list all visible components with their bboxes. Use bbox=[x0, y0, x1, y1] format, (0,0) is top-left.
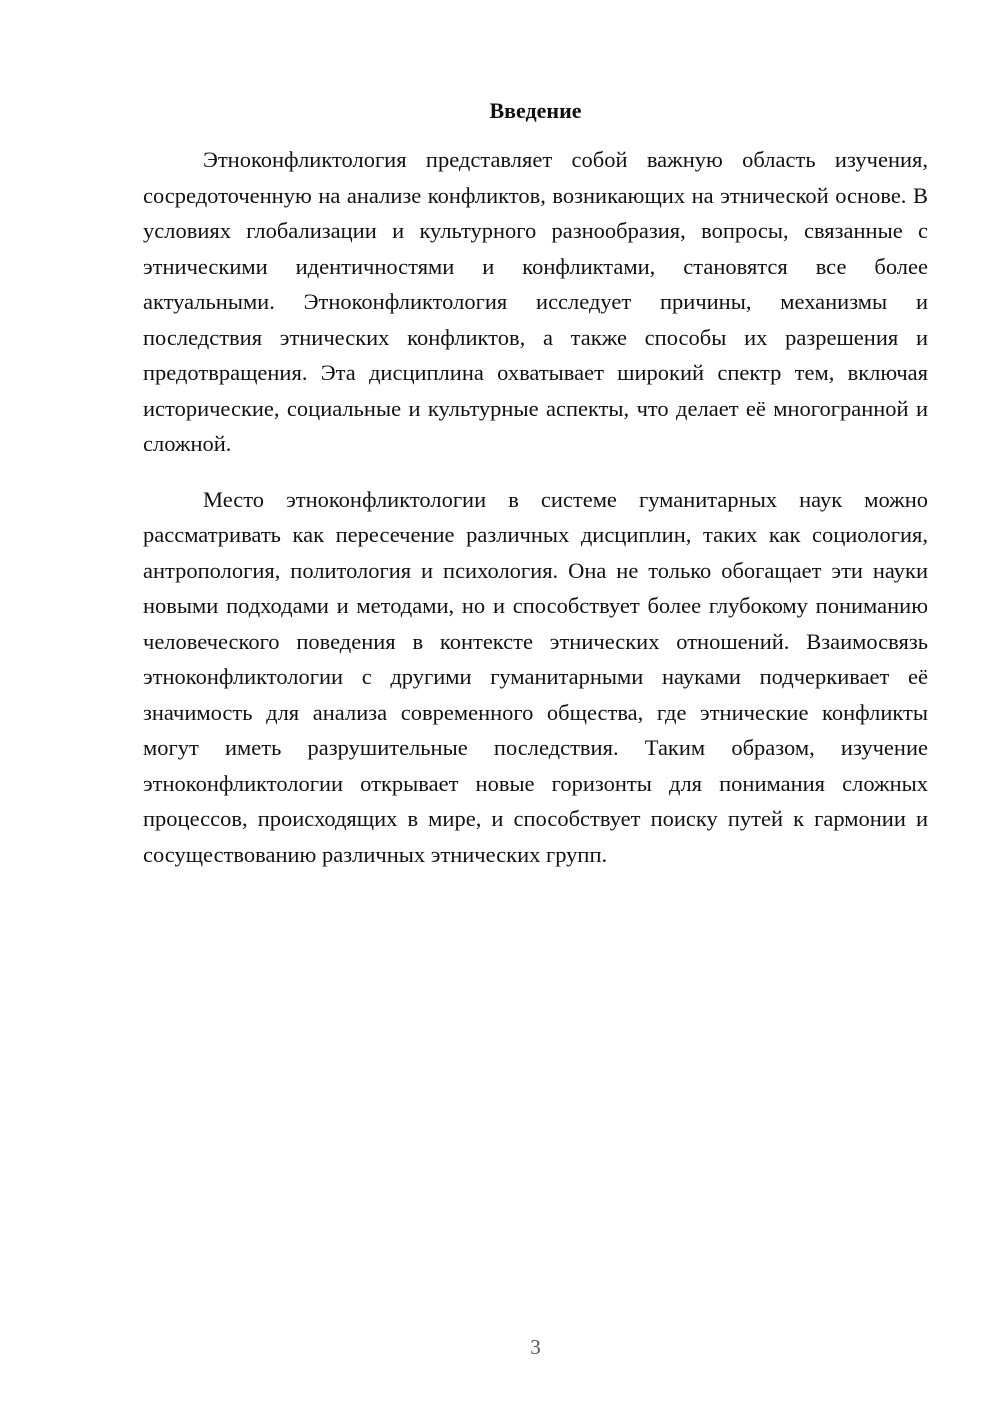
page-number: 3 bbox=[530, 1335, 541, 1359]
paragraph-1: Этноконфликтология представляет собой важную область изучения, сосредоточенную на анализе конфликтов, возникающих на этнической основе. В условиях глобализации и культурного разнообразия, вопросы, связанные с этническими идентичностями и конфликтами, становятся все более актуальными. Этноконфликтология исследует причины, механизмы и последствия этнических конфликтов, а также способы их разрешения и предотвращения. Эта дисциплина охватывает широкий спектр тем, включая исторические, социальные и культурные аспекты, что делает её многогранной и сложной. bbox=[143, 147, 928, 456]
paragraph-2: Место этноконфликтологии в системе гуманитарных наук можно рассматривать как пересечение различных дисциплин, таких как социология, антропология, политология и психология. Она не только обогащает эти науки новыми подходами и методами, но и способствует более глубокому пониманию человеческого поведения в контексте этнических отношений. Взаимосвязь этноконфликтологии с другими гуманитарными науками подчеркивает её значимость для анализа современного общества, где этнические конфликты могут иметь разрушительные последствия. Таким образом, изучение этноконфликтологии открывает новые горизонты для понимания сложных процессов, происходящих в мире, и способствует поиску путей к гармонии и сосуществованию различных этнических групп. bbox=[143, 486, 928, 867]
section-heading: Введение bbox=[489, 98, 582, 123]
body-text bbox=[143, 142, 928, 872]
